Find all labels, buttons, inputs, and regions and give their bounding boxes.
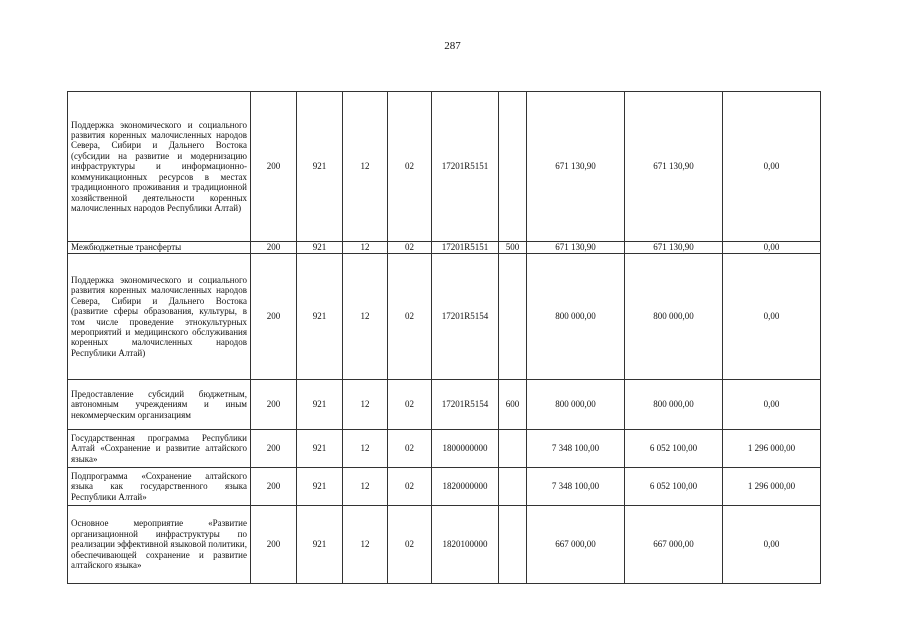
amount-regional-cell: 0,00 [723,242,821,254]
amount-federal-cell: 671 130,90 [625,92,723,242]
ministry-code-cell: 921 [297,92,343,242]
table-row [68,506,821,584]
amount-federal-cell: 6 052 100,00 [625,430,723,468]
target-article-cell: 17201R5154 [432,254,499,380]
expense-type-cell [499,92,527,242]
section-code-cell: 12 [343,468,388,506]
ministry-code-cell: 921 [297,506,343,584]
row-description: Подпрограмма «Сохранение алтайского языка как государственного языка Республики Алтай» [68,468,251,506]
section-code-cell: 12 [343,430,388,468]
expense-type-cell [499,430,527,468]
admin-code-cell: 200 [251,468,297,506]
admin-code-cell: 200 [251,254,297,380]
amount-total-cell: 7 348 100,00 [527,468,625,506]
target-article-cell: 17201R5151 [432,92,499,242]
table-row [68,430,821,468]
amount-total-cell: 800 000,00 [527,380,625,430]
section-code-cell: 12 [343,380,388,430]
amount-federal-cell: 800 000,00 [625,380,723,430]
ministry-code-cell: 921 [297,242,343,254]
amount-regional-cell: 0,00 [723,506,821,584]
table-row [68,92,821,242]
row-description: Государственная программа Республики Алтай «Сохранение и развитие алтайского языка» [68,430,251,468]
amount-total-cell: 671 130,90 [527,92,625,242]
ministry-code-cell: 921 [297,254,343,380]
section-code-cell: 12 [343,242,388,254]
subsection-code-cell: 02 [388,92,432,242]
amount-federal-cell: 671 130,90 [625,242,723,254]
amount-regional-cell: 0,00 [723,254,821,380]
expense-type-cell [499,506,527,584]
amount-regional-cell: 1 296 000,00 [723,468,821,506]
table-row [68,380,821,430]
admin-code-cell: 200 [251,242,297,254]
expense-type-cell: 600 [499,380,527,430]
subsection-code-cell: 02 [388,468,432,506]
amount-total-cell: 667 000,00 [527,506,625,584]
subsection-code-cell: 02 [388,430,432,468]
section-code-cell: 12 [343,254,388,380]
target-article-cell: 1820000000 [432,468,499,506]
amount-federal-cell: 800 000,00 [625,254,723,380]
ministry-code-cell: 921 [297,380,343,430]
admin-code-cell: 200 [251,506,297,584]
subsection-code-cell: 02 [388,506,432,584]
row-description: Межбюджетные трансферты [68,242,251,254]
amount-regional-cell: 0,00 [723,380,821,430]
page-number: 287 [444,40,461,52]
amount-total-cell: 800 000,00 [527,254,625,380]
table-row [68,242,821,254]
section-code-cell: 12 [343,506,388,584]
subsection-code-cell: 02 [388,380,432,430]
table-row [68,254,821,380]
row-description: Поддержка экономического и социального развития коренных малочисленных народов Севера, Сибири и Дальнего Востока (субсидии на развитие и модернизацию инфраструктуры и информационно-коммуникационных ресурсов в местах традиционного проживания и традиционной хозяйственной деятельности коренных малочисленных народов Республики Алтай) [68,92,251,242]
expense-type-cell: 500 [499,242,527,254]
row-description: Основное мероприятие «Развитие организационной инфраструктуры по реализации эффективной языковой политики, обеспечивающей сохранение и развитие алтайского языка» [68,506,251,584]
amount-regional-cell: 0,00 [723,92,821,242]
ministry-code-cell: 921 [297,468,343,506]
expense-type-cell [499,254,527,380]
amount-total-cell: 671 130,90 [527,242,625,254]
admin-code-cell: 200 [251,92,297,242]
amount-federal-cell: 6 052 100,00 [625,468,723,506]
budget-table [67,91,821,584]
subsection-code-cell: 02 [388,254,432,380]
table-row [68,468,821,506]
row-description: Предоставление субсидий бюджетным, автономным учреждениям и иным некоммерческим организациям [68,380,251,430]
target-article-cell: 1820100000 [432,506,499,584]
amount-regional-cell: 1 296 000,00 [723,430,821,468]
subsection-code-cell: 02 [388,242,432,254]
section-code-cell: 12 [343,92,388,242]
admin-code-cell: 200 [251,380,297,430]
admin-code-cell: 200 [251,430,297,468]
target-article-cell: 1800000000 [432,430,499,468]
target-article-cell: 17201R5154 [432,380,499,430]
target-article-cell: 17201R5151 [432,242,499,254]
ministry-code-cell: 921 [297,430,343,468]
amount-federal-cell: 667 000,00 [625,506,723,584]
row-description: Поддержка экономического и социального развития коренных малочисленных народов Севера, Сибири и Дальнего Востока (развитие сферы образования, культуры, в том числе проведение этнокультурных мероприятий и медицинского обслуживания коренных малочисленных народов Республики Алтай) [68,254,251,380]
expense-type-cell [499,468,527,506]
amount-total-cell: 7 348 100,00 [527,430,625,468]
